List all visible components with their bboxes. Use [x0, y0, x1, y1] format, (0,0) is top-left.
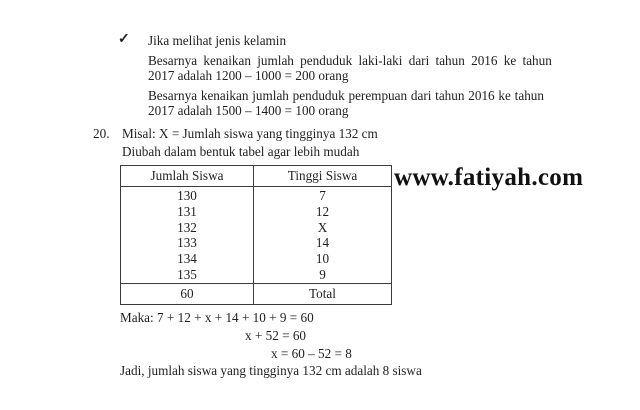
- bullet-title: Jika melihat jenis kelamin: [148, 33, 287, 48]
- table-footer-cell: 60: [121, 283, 254, 304]
- table-cell: 12: [315, 203, 330, 219]
- table-row: [121, 235, 392, 251]
- frequency-table-wrapper: [120, 165, 392, 305]
- problem-statement-line2: Diubah dalam bentuk tabel agar lebih mudah: [122, 144, 360, 159]
- table-row: [121, 187, 392, 204]
- table-row: [121, 220, 392, 236]
- paragraph-laki-line1: Besarnya kenaikan jumlah penduduk laki-laki dari tahun 2016 ke tahun: [148, 53, 552, 68]
- table-footer-cell: Total: [254, 283, 392, 304]
- equation-line-3: x = 60 – 52 = 8: [271, 346, 352, 361]
- table-cell: 133: [121, 235, 254, 251]
- table-row: [121, 204, 392, 220]
- table-row: [121, 267, 392, 283]
- problem-number: 20.: [93, 126, 110, 141]
- table-cell: 130: [121, 187, 254, 204]
- paragraph-perempuan-line1: Besarnya kenaikan jumlah penduduk perempuan dari tahun 2016 ke tahun: [148, 88, 544, 103]
- table-cell: 10: [315, 251, 330, 267]
- equation-line-1: Maka: 7 + 12 + x + 14 + 10 + 9 = 60: [120, 310, 314, 325]
- table-cell: 132: [121, 220, 254, 236]
- paragraph-perempuan-line2: 2017 adalah 1500 – 1400 = 100 orang: [148, 103, 349, 118]
- table-cell: 14: [315, 235, 330, 251]
- table-header-cell: Tinggi Siswa: [254, 166, 392, 187]
- problem-statement-line1: Misal: X = Jumlah siswa yang tingginya 132 cm: [122, 126, 378, 141]
- check-icon: ✓: [118, 32, 130, 47]
- table-header-row: [121, 166, 392, 187]
- table-cell: 134: [121, 251, 254, 267]
- paragraph-laki-line2: 2017 adalah 1200 – 1000 = 200 orang: [148, 68, 349, 83]
- table-header-cell: Jumlah Siswa: [121, 166, 254, 187]
- frequency-table: [120, 165, 392, 305]
- table-cell: 7: [319, 188, 326, 203]
- watermark: www.fatiyah.com: [394, 164, 584, 191]
- table-row: [121, 251, 392, 267]
- equation-line-2: x + 52 = 60: [245, 328, 307, 343]
- table-cell: X: [317, 219, 328, 235]
- table-cell: 131: [121, 204, 254, 220]
- table-cell: 9: [319, 266, 326, 282]
- conclusion-line: Jadi, jumlah siswa yang tingginya 132 cm adalah 8 siswa: [120, 363, 422, 378]
- table-cell: 135: [121, 267, 254, 283]
- table-footer-row: [121, 283, 392, 304]
